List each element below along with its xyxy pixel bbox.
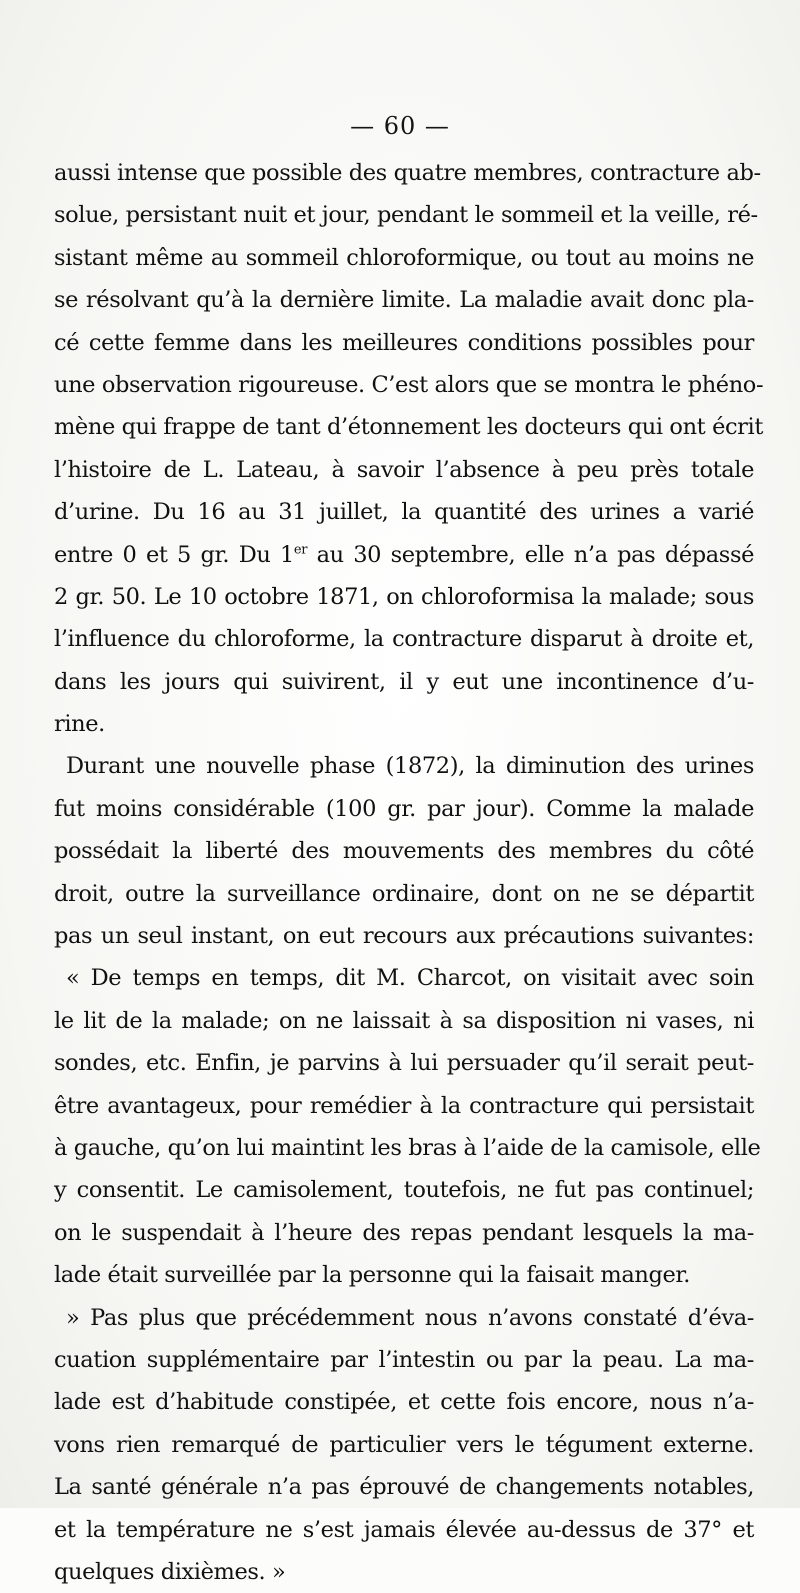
text-line: lade était surveillée par la personne qui la faisait manger. (54, 1262, 691, 1289)
text-line: et la température ne s’est jamais élevée au-dessus de 37° et (54, 1516, 754, 1543)
text-line: être avantageux, pour remédier à la contracture qui persistait (54, 1092, 754, 1119)
text-line: l’histoire de L. Lateau, à savoir l’absence à peu près totale (54, 456, 754, 483)
text-line: sistant même au sommeil chloroformique, ou tout au moins ne (54, 244, 754, 271)
text-line: l’influence du chloroforme, la contracture disparut à droite et, (54, 626, 754, 653)
text-line: La santé générale n’a pas éprouvé de changements notables, (54, 1474, 754, 1501)
body-text (54, 152, 764, 1593)
text-line: fut moins considérable (100 gr. par jour). Comme la malade (54, 795, 754, 822)
text-line: pas un seul instant, on eut recours aux précautions suivantes: (54, 923, 754, 950)
text-line: droit, outre la surveillance ordinaire, dont on ne se départit (54, 880, 754, 907)
text-line: d’urine. Du 16 au 31 juillet, la quantité des urines a varié (54, 499, 754, 526)
text-line: vons rien remarqué de particulier vers le tégument externe. (54, 1431, 754, 1458)
text-line: dans les jours qui suivirent, il y eut une incontinence d’u- (54, 668, 754, 695)
text-line: mène qui frappe de tant d’étonnement les docteurs qui ont écrit (54, 414, 763, 441)
text-line: quelques dixièmes. » (54, 1558, 286, 1585)
text-line: cuation supplémentaire par l’intestin ou par la peau. La ma- (54, 1346, 754, 1373)
text-line: aussi intense que possible des quatre membres, contracture ab- (54, 160, 761, 186)
text-line: se résolvant qu’à la dernière limite. La maladie avait donc pla- (54, 287, 754, 314)
text-line: une observation rigoureuse. C’est alors que se montra le phéno- (54, 371, 764, 398)
text-line: possédait la liberté des mouvements des membres du côté (54, 838, 754, 865)
text-line: solue, persistant nuit et jour, pendant le sommeil et la veille, ré- (54, 202, 758, 229)
text-line: le lit de la malade; on ne laissait à sa disposition ni vases, ni (54, 1007, 754, 1034)
text-line: lade est d’habitude constipée, et cette fois encore, nous n’a- (54, 1389, 754, 1416)
text-line: cé cette femme dans les meilleures conditions possibles pour (54, 329, 754, 356)
text-line: on le suspendait à l’heure des repas pendant lesquels la ma- (54, 1219, 754, 1246)
text-line: » Pas plus que précédemment nous n’avons constaté d’éva- (66, 1304, 754, 1331)
text-line: y consentit. Le camisolement, toutefois, ne fut pas continuel; (54, 1177, 754, 1204)
text-line: Durant une nouvelle phase (1872), la diminution des urines (66, 753, 754, 780)
page-number: — 60 — (350, 112, 450, 140)
text-line: rine. (54, 711, 105, 738)
text-line: entre 0 et 5 gr. Du 1er au 30 septembre, elle n’a pas dépassé (54, 541, 755, 568)
text-line: à gauche, qu’on lui maintint les bras à l’aide de la camisole, elle (54, 1134, 761, 1161)
text-line: 2 gr. 50. Le 10 octobre 1871, on chloroformisa la malade; sous (54, 583, 754, 610)
text-line: « De temps en temps, dit M. Charcot, on visitait avec soin (66, 965, 754, 992)
text-line: sondes, etc. Enfin, je parvins à lui persuader qu’il serait peut- (54, 1050, 754, 1077)
